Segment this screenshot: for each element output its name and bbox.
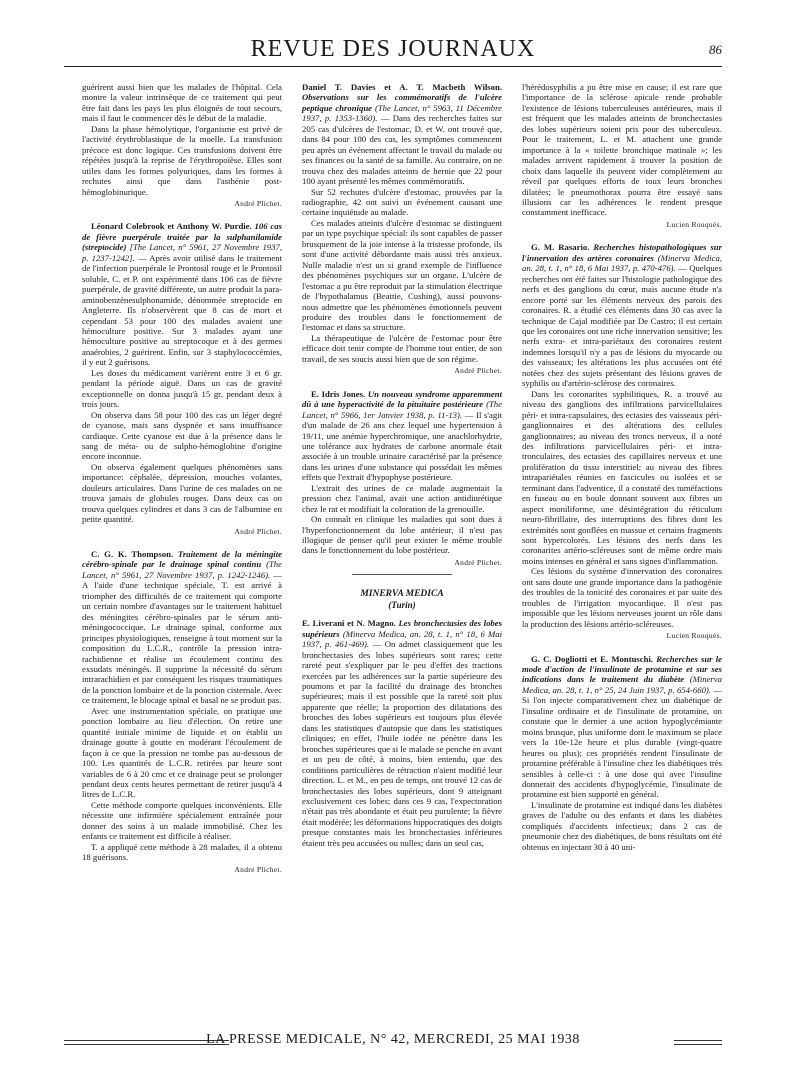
article-signature: Lucien Rouquès.: [666, 219, 722, 229]
article-reference: (The Lancet, n° 5963, 11 Décembre 1937, p. 1353-1360).: [302, 102, 503, 124]
article-body: — Il s'agit d'un malade de 26 ans chez lequel une hypertension à 19/11, une anémie hyperchromique, une anachlorhydrie, une tolérance aux hydrates de carbone anormale était associée à un trouble urinaire caractérisé par la présence dans les urines d'une substance qui possédait les mêmes effets que l'extrait d'hypophyse postérieure.: [302, 409, 503, 483]
article-authors: Daniel T. Davies et A. T. Macbeth Wilson.: [302, 82, 502, 92]
article-title: Traitement de la méningite cérébro-spinale par le drainage spinal continu: [82, 549, 282, 570]
article-authors: C. G. K. Thompson.: [91, 549, 174, 560]
article-body: — Quelques recherches ont été faites sur l'histologie pathologique des nerfs et des ganglions du cœur, mais aucune étude n'a encore porté sur les éléments nerveux des parois des coronaires. R. a étudié ces éléments dans 30 cas avec la technique de Cajal modifiée par De Castro; il est certain que les coronaires ont une riche innervation sensitive; les nerfs extra- et intra-pariétaux des coronaires restent indemnes lorsqu'il n'y a pas de lésions du myocarde ou des vaisseaux; les altérations les plus accusées ont été notées chez des sujets présentant des lésions graves de syphilis ou d'artério-sclérose des coronaires.: [522, 263, 723, 389]
article-signature: André Plichet.: [234, 864, 282, 874]
column-left: [82, 82, 282, 881]
article-signature: André Plichet.: [454, 366, 502, 376]
paragraph: Sur 52 rechutes d'ulcère d'estomac, prouvées par la radiographie, 42 ont suivi un événement causant une certaine inquiétude au malade.: [302, 186, 502, 218]
article-reference: (Minerva Medica, an. 28, t. 1, n° 25, 24 Juin 1937, p. 654-660).: [522, 674, 723, 695]
article-authors: G. M. Rasario.: [531, 242, 590, 253]
article-title: Recherches histopathologiques sur l'innervation des artères coronaires: [522, 242, 723, 263]
article-reference: (The Lancet, n° 5961, 27 Novembre 1937, p. 1242-1246).: [82, 559, 283, 580]
article-title: 106 cas de fièvre puerpérale traitée par la sulphanilamide (streptocide): [82, 221, 282, 253]
section-divider: [352, 574, 452, 575]
paragraph: Dans les coronarites syphilitiques, R. a trouvé au niveau des ganglions des infiltrations parvicellulaires péri- et intra-capsulaires, des ectasies des vaisseaux péri-ganglionnaires et des altérations des cellules ganglionnaires; au niveau des troncs nerveux, il a noté des infiltrations parvicellulaires péri- et intra-tronculaires, des ectasies des capillaires nerveux et une prolifération du tissu interstitiel; au niveau des fibres intrapariétales réunies en fascicules ou isolées et se terminant dans l'adventice, il a constaté des tuméfactions en fuseau ou en boule donnant souvent aux fibres un aspect moniliforme, une désintégration du réticulum neuro-fibrillaire, des interruptions des fibres dont les extrémités sont gonflées en massue et certains fragments sont hypercolorés. Les lésions des nerfs dans les coronarites artério-scléreuses sont de même ordre mais moins intenses en général et sans signes d'inflammation.: [522, 388, 722, 566]
page-header: [64, 36, 722, 67]
paragraph: On connaît en clinique les maladies qui sont dues à l'hyperfonctionnement du lobe antérieur, il n'est pas illogique de penser qu'il peut exister le même trouble dans le fonctionnement du lobe postérieur.: [302, 514, 502, 556]
paragraph: La thérapeutique de l'ulcère de l'estomac pour être efficace doit tenir compte de l'homme tout entier, de son travail, de ses soucis aussi bien que de son régime.: [302, 332, 502, 364]
article-title: Les bronchectasies des lobes supérieurs: [302, 618, 502, 639]
column-middle: [302, 82, 502, 848]
article-signature: Lucien Rouquès.: [666, 631, 722, 641]
article-signature: André Plichet.: [454, 557, 502, 567]
journal-section-title: REVUE DES JOURNAUX: [250, 36, 536, 62]
page-footer: [64, 1028, 722, 1052]
article-entry: [302, 618, 502, 848]
footer-journal-issue: LA PRESSE MEDICALE, N° 42, MERCREDI, 25 MAI 1938: [206, 1032, 580, 1047]
article-title: Recherches sur le mode d'action de l'insulinate de protamine et sur ses indications dans le traitement du diabète: [522, 653, 722, 685]
article-authors: Léonard Colebrook et Anthony W. Purdie.: [91, 221, 252, 232]
page-number: 86: [709, 42, 722, 57]
article-entry: [522, 654, 722, 800]
paragraph: Les doses du médicament varièrent entre 3 et 6 gr. pendant la période aiguë. Dans un cas de gravité exceptionnelle on donna jusqu'à 15 gr. pendant deux à trois jours.: [82, 367, 282, 410]
article-authors: G. C. Dogliotti et E. Montuschi.: [531, 653, 654, 664]
paragraph: On observa également quelques phénomènes sans importance: céphalée, dépression, mouches volantes, douleurs articulaires. Dans l'urine de ces malades on ne trouva jamais de globules rouges. Dans deux cas on trouva quelques cylindres et dans 3 cas de l'albumine en petite quantité.: [82, 461, 282, 525]
article-reference: (The Lancet, n° 5966, 1er Janvier 1938, p. 11-13).: [302, 399, 502, 420]
paragraph: L'insulinate de protamine est indiqué dans les diabètes graves de l'adulte ou des enfants et dans les diabètes compliqués d'accidents infectieux; dans 2 cas de pneumonie chez des diabétiques, de bons résultats ont été obtenus en injectant 30 à 40 uni-: [522, 799, 722, 852]
article-body: — Après avoir utilisé dans le traitement de l'infection puerpérale le Prontosil rouge et le Prontosil soluble, C. et P. ont expérimenté dans 106 cas de fièvre puerpérale, de gravité différente, un autre produit la para-aminobenzènesulphonamide, dénommée streptocide en Angleterre. Ils n'observèrent que 8 cas de mort et cependant 53 pour 100 des malades avaient une hémoculture positive. Sur 3 malades ayant une hémoculture positive au streptocoque et à des germes anaérobies, 2 guérirent. Enfin, sur 3 staphylococcémies, il y eut 2 guérisons.: [82, 252, 283, 368]
article-signature: André Plichet.: [234, 198, 282, 208]
article-entry: [82, 549, 282, 706]
paragraph: Ces lésions du système d'innervation des coronaires ont sans doute une grande importance dans la pathogénie des troubles de la tonicité des coronaires et par suite des troubles de l'irrigation myocardique. Il n'est pas impossible que les lésions nerveuses jouent un rôle dans la production des lésions artério-scléreuses.: [522, 566, 722, 629]
article-authors: E. Idris Jones.: [311, 388, 366, 399]
article-reference: (Minerva Medica, an. 28, t. 1, n° 18, 6 Mai 1937, p. 461-469).: [302, 628, 502, 650]
column-right: [522, 82, 722, 852]
article-body: — On admet classiquement que les bronchectasies des lobes supérieurs sont rares; cette rareté peut s'expliquer par le peu d'effet des tractions exercées par les adhérences sur la partie supérieure des poumons et par la facilité du drainage des bronches supérieures; mais il est possible que la rareté soit plus apparente que réelle; la proportion des dilatations des bronches des lobes supérieurs est toujours plus élevée dans les statistiques d'autopsie que dans les statistiques cliniques; en effet, l'huile iodée ne pénètre dans les bronches supérieures que si le malade se penche en avant et un peu de côté, à moins, bien entendu, que des conditions particulières de rétraction n'aient modifié leur direction. L. et M., en peu de temps, ont trouvé 12 cas de bronchectasies des lobes supérieurs, dont 9 atteignant exclusivement ces lobes; dans ces 9 cas, l'expectoration n'était pas très abondante et était peu purulente; la fièvre était modérée; les déformations hippocratiques des doigts presque constantes mais les bronchectasies inférieures étaient très peu accusées ou nulles; dans un seul cas,: [302, 639, 502, 848]
article-entry: [522, 242, 722, 388]
article-body: — Dans des recherches faites sur 205 cas d'ulcères de l'estomac, D. et W. ont trouvé que, dans 84 pour 100 des cas, les symptômes commencent peu après un événement affectant le travail du malade ou ses finances ou la santé de sa famille. Au contraire, on ne trouva chez des malades atteints de hernie que 22 pour 100 ayant présenté les mêmes commémoratifs.: [302, 113, 503, 187]
journal-section-heading: MINERVA MEDICA: [360, 589, 444, 600]
paragraph: Ces malades atteints d'ulcère d'estomac se distinguent par un type psychique spécial: ils sont capables de passer brusquement de la joie intense à la tristesse profonde, ils sont d'une activité débordante mais aussi très anxieux. Nulle maladie n'est un si grand exemple de l'influence des phénomènes psychiques sur un organe. L'ulcère de l'estomac a pu être reproduit par la stimulation électrique de l'hypothalamus (Beattie, Cushing), aussi pouvons-nous admettre que les phénomènes émotionnels peuvent produire des troubles dans le fonctionnement de l'estomac et dans sa structure.: [302, 217, 502, 333]
paragraph: Avec une instrumentation spéciale, on pratique une ponction lombaire au lieu d'élection. On retire une quantité initiale minime de liquide et on établit un drainage goutte à goutte en modérant l'écoulement de façon à ce que la pression ne tombe pas au-dessous de 100. Les quantités de L.C.R. retirées par heure sont variables de 6 à 20 cmc et ce drainage peut se prolonger pendant deux cents heures permettant de retirer jusqu'à 4 litres de L.C.R.: [82, 705, 282, 800]
article-entry: [82, 221, 282, 367]
article-authors: E. Liverani et N. Magno.: [302, 618, 396, 629]
article-title: Observations sur les commémoratifs de l'ulcère peptique chronique: [302, 92, 502, 113]
article-body: — Si l'on injecte comparativement chez un diabétique de l'insuline ordinaire et de l'insulinate de protamine, on constate que le dernier a une action hypoglycémiante moins brusque, plus uniforme dont le maximum se place vers la 10e-12e heure et plus durable (vingt-quatre heures ou plus); ces propriétés rendent l'insulinate de protamine préférable à l'insuline chez les diabétiques très sensibles à celle-ci : à une dose qui avec l'insuline donnerait des accidents d'hypoglycémie, l'insulinate de protamine est bien supporté en général.: [522, 684, 722, 800]
paragraph: l'hérédosyphilis a pu être mise en cause; il est rare que l'importance de la sclérose apicale rende probable l'existence de lésions tuberculeuses antérieures, mais il est fréquent que les malades atteints de bronchectasies des lobes supérieurs soient pris pour des tuberculeux. Pour le traitement, L. et M. attachent une grande importance à la « toilette bronchique matinale »; les malades arrivent rapidement à trouver la position de choix dans laquelle ils peuvent vider complètement au réveil par quelques efforts de toux leurs bronches dilatées; le pneumothorax pourra être essayé sans illusions car les adhérences le rendent presque constamment inefficace.: [522, 82, 722, 218]
article-title: Un nouveau syndrome apparemment dû à une hyperactivité de la pituitaire postérieure: [302, 388, 503, 410]
article-reference: (Minerva Medica, an. 28, t. 1, n° 18, 6 Mai 1937, p. 470-476).: [522, 252, 723, 274]
paragraph: Dans la phase hémolytique, l'organisme est privé de l'activité érythroblastique de la moelle. La transfusion précoce est donc logique. Ces transfusions doivent être répétées jusqu'à la reprise de l'érythropoïèse. Elles sont utiles dans les formes polyuriques, dans les formes à rechutes ainsi que dans l'asthénie post-hémoglobinurique.: [82, 123, 282, 197]
paragraph: guérirent aussi bien que les malades de l'hôpital. Cela montre la valeur intrinsèque de ce traitement qui peut être fait dans les pays les plus éloignés de tout secours, mais il faut le commencer dès le début de la maladie.: [82, 82, 282, 124]
paragraph: Cette méthode comporte quelques inconvénients. Elle nécessite une infirmière spécialement entraînée pour donner des soins à un malade immobilisé. Chez les enfants ce traitement est difficile à réaliser.: [82, 799, 282, 842]
footer-rule-right: [674, 1040, 722, 1045]
paragraph: L'extrait des urines de ce malade augmentait la pression chez l'animal, avait une action antidiurétique chez le rat et modifiait la coloration de la grenouille.: [302, 482, 502, 514]
article-entry: [302, 389, 502, 483]
article-body: — A l'aide d'une technique spéciale, T. est arrivé à triompher des difficultés de ce traitement qui comporte un certain nombre d'avantages sur le traitement habituel des méningites cérébro-spinales par le sérum anti-méningococcique. Le drainage spinal, conforme aux principes physiologiques, renseigne à tout moment sur la composition du L.C.R., contrôle la pression intra-rachidienne et réalise un écoulement continu des exsudats méningés. Il supprime la nécessité du sérum intrarachidien et par conséquent les risques traumatiques de la ponction lombaire et de la ponction cisternale. Avec ce traitement, le blocage spinal et basal ne se produit pas.: [82, 569, 283, 706]
article-signature: André Plichet.: [234, 526, 282, 536]
paragraph: On observa dans 58 pour 100 des cas un léger degré de cyanose, mais sans dyspnée et sans insuffisance cardiaque. Cette cyanose est due à la présence dans le sang de méta- ou de sulpho-hémoglobine d'origine encore inconnue.: [82, 409, 282, 462]
article-entry: [302, 82, 502, 187]
article-reference: [The Lancet, n° 5961, 27 Novembre 1937, p. 1237-1242].: [82, 242, 282, 263]
paragraph: T. a appliqué cette méthode à 28 malades, il a obtenu 18 guérisons.: [82, 841, 282, 863]
journal-section-city: (Turin): [388, 599, 416, 610]
